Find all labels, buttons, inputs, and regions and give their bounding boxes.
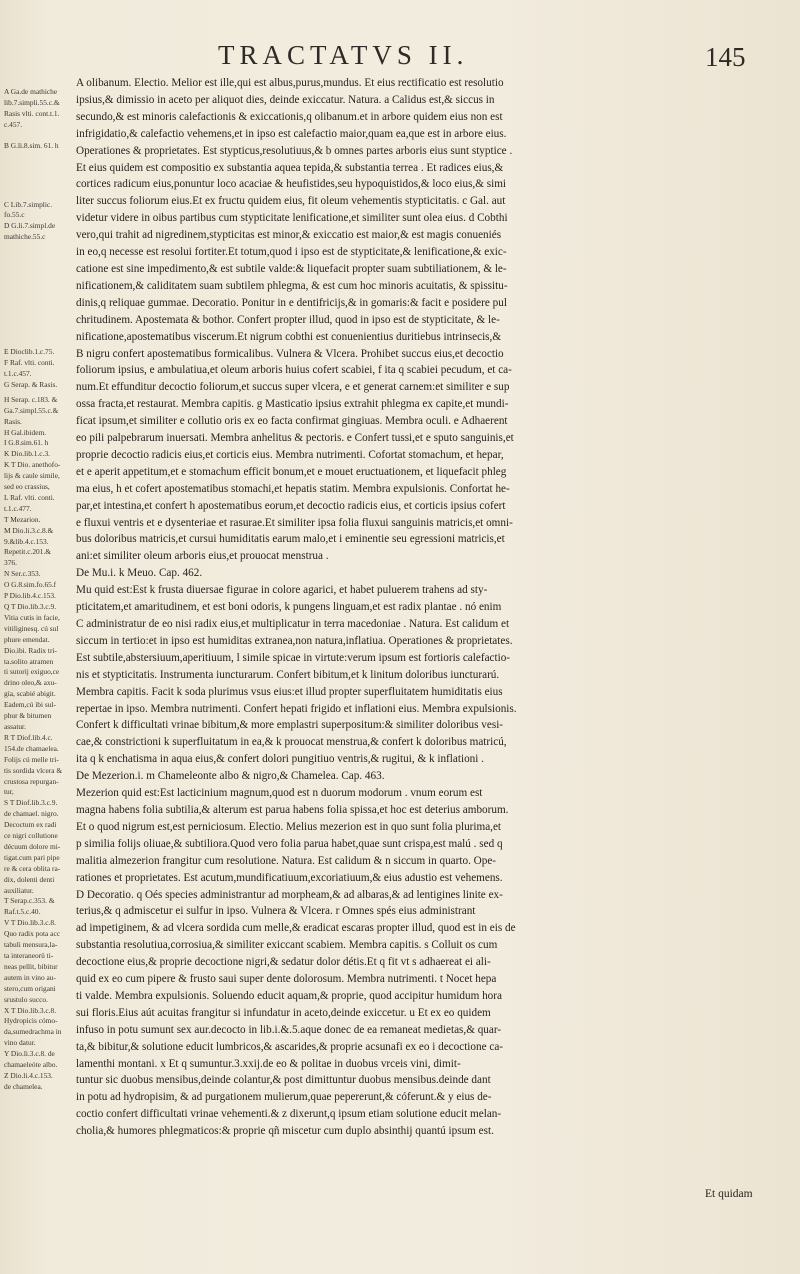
margin-note: B G.li.8.sim. 61. h <box>4 140 59 150</box>
margin-note: D G.li.7.simpl.de mathiche.55.c <box>4 221 56 242</box>
text-line: repertae in ipso. Membra nutrimenti. Confert hepati frigido et inflationi eius. Membra expulsionis. <box>76 702 517 715</box>
text-line: decoctione eius,& proprie decoctione nigri,& sedatur dolor détis.Et q fit vt s adhaereat ei ali- <box>76 956 491 969</box>
text-line: Et eius quidem est compositio ex substantia aquea tepida,& substantia terrea . Et radices eius,& <box>76 161 504 174</box>
text-line: chritudinem. Apostemata & bothor. Confert propter illud, quod in ipso est de stypticitate, & le- <box>76 313 500 326</box>
text-line: quid ex eo cum pipere & frusto saui super dente dolorosum. Membra nutrimenti. t Nocet hepa <box>76 973 497 986</box>
text-line: malitia almezerion frangitur cum resolutione. Natura. Est calidum & n siccum in quarto. Ope- <box>76 854 497 867</box>
text-line: magna habens folia subtilia,& alterum est parua habens folia spissa,et hoc est deterius amborum. <box>76 803 509 816</box>
text-line: bus doloribus matricis,et cursui humiditatis earum malo,et i eminentie seu egressioni matricis,et <box>76 533 505 546</box>
text-line: in eo,q necesse est resolui fortiter.Et totum,quod i ipso est de stypticitate,& lenificatione,& exic- <box>76 246 507 259</box>
catchword: Et quidam <box>705 1188 753 1200</box>
text-line: ti valde. Membra expulsionis. Soluendo educit aquam,& proprie, quod accipitur humidum hora <box>76 989 502 1002</box>
text-line: secundo,& est minoris calefactionis & exiccationis,q olibanum.et in arbore quidem eius non est <box>76 110 503 123</box>
text-line: ita q k enchatisma in aqua eius,& confert dolori pungitiuo ventris,& rugitui, & k inflationi . <box>76 753 484 766</box>
text-line: Membra capitis. Facit k soda plurimus vsus eius:et illud propter superfluitatem humiditatis eius <box>76 685 503 698</box>
text-line: p similia folijs oliuae,& subtiliora.Quod vero folia parua habet,quae sunt crispa,est malú . sed q <box>76 837 503 850</box>
text-line: Mu quid est:Est k frusta diuersae figurae in colore agarici, et habet puluerem trahens ad sty- <box>76 584 488 597</box>
text-line: cae,& constrictioni k superfluitatum in ea,& k prouocat menstrua,& confert k doloribus matricú, <box>76 736 507 749</box>
text-line: nificationem,& caliditatem suam subtilem phlegma, & est cum hoc minoris acuitatis, & spissitu- <box>76 279 508 292</box>
text-line: sui floris.Eius aút acuitas frangitur si infundatur in aceto,deinde exiccetur. u Et ex eo quidem <box>76 1006 491 1019</box>
text-line: D Decoratio. q Oés species administrantur ad morpheam,& ad albaras,& ad lentigines linite ex- <box>76 888 503 901</box>
text-line: Operationes & proprietates. Est stypticus,resolutiuus,& b omnes partes arboris eius sunt styptice . <box>76 144 513 157</box>
text-line: C administratur de eo nisi radix eius,et multiplicatur in terra macedoniae . Natura. Est calidum et <box>76 618 510 630</box>
text-line: rationes et proprietates. Est acutum,mundificatiuum,excoriatiuum,& eius adustio est vehemens. <box>76 871 503 884</box>
text-line: tuntur sic duobus mensibus,deinde colantur,& post dimittuntur duobus mensibus.deinde dant <box>76 1074 491 1087</box>
text-line: videtur videre in oibus partibus cum stypticitate lenificatione,et similiter sunt olea eius. d Cobthi <box>76 212 508 225</box>
text-line: lamenthi montani. x Et q sumuntur.3.xxij.de eo & politae in duobus vrceis vini, dimit- <box>76 1057 461 1070</box>
text-line: siccum in tertio:et in ipso est humiditas extranea,non natura,inflatiua. Operationes & proprietates. <box>76 634 513 647</box>
text-line: et e aperit appetitum,et e stomachum efficit bonum,et e mouet eructuationem, et liquefacit phleg <box>76 465 507 478</box>
margin-note: E Dioclib.1.c.75. F Raf. vlti. conti. t.1.c.457. G Serap. & Rasis. <box>4 347 58 389</box>
text-line: Est subtile,abstersiuum,aperitiuum, l simile spicae in virtute:verum ipsum est fortioris calefactio- <box>76 651 511 664</box>
text-line: ipsius,& dimissio in aceto per aliquot dies, deinde exiccatur. Natura. a Calidus est,& siccus in <box>76 93 495 106</box>
text-line: pticitatem,et amaritudinem, et est boni odoris, k pungens linguam,et est radix plantae . nó enim <box>76 601 502 614</box>
text-line: Confert k difficultati vrinae bibitum,& more emplastri superpositum:& similiter doloribus vesi- <box>76 719 504 732</box>
text-line: ossa fracta,et restaurat. Membra capitis. g Masticatio ipsius extrahit phlegma ex capite,et mundi- <box>76 398 509 411</box>
text-line: vero,qui trahit ad nigredinem,stypticitas est minor,& exiccatio est maior,& est magis conueniés <box>76 229 502 242</box>
text-line: num.Et effunditur decoctio foliorum,et succus super vlcera, e et generat carnem:et similiter e sup <box>76 381 510 394</box>
margin-note: A Ga.de mathiche lib.7.simpli.55.c.& Rasis vlti. cont.t.1. c.457. <box>4 87 60 129</box>
text-line: cholia,& humores phlegmaticos:& proprie qñ miscetur cum duplo absinthij quantú ipsum est. <box>76 1125 494 1138</box>
text-line: coctio confert difficultati vrinae vehementi.& z dixerunt,q ipsum etiam solutione educit melan- <box>76 1108 502 1121</box>
text-line: ta,& bibitur,& solutione educit lumbricos,& ascarides,& proprie acsunafi ex eo i decoctione ca- <box>76 1040 504 1053</box>
text-line: in potu ad hydropisim, & ad purgationem mulierum,quae pepererunt,& cóferunt.& y eius de- <box>76 1091 492 1104</box>
text-line: par,et intestina,et confert h apostematibus eorum,et decoctio radicis eius, et corticis ipsius cofert <box>76 499 506 512</box>
text-line: substantia resolutiua,corrosiua,& similiter exiccant scabiem. Membra capitis. s Colluit os cum <box>76 939 498 952</box>
text-line: B nigru confert apostematibus formicalibus. Vulnera & Vlcera. Prohibet succus eius,et decoctio <box>76 347 504 360</box>
running-title: TRACTATVS II. <box>218 40 469 70</box>
text-line: proprie decoctio radicis eius,et corticis eius. Membra nutrimenti. Cofortat stomachum, et hepar, <box>76 448 504 461</box>
text-line: A olibanum. Electio. Melior est ille,qui est albus,purus,mundus. Et eius rectificatio est resolutio <box>76 77 504 89</box>
page-number: 145 <box>705 42 746 72</box>
text-line: infrigidatio,& calefactio vehemens,et in ipso est calefactio maior,quam ea,que est in arbore eius. <box>76 127 507 140</box>
text-line: ficat ipsum,et similiter e collutio oris ex eo facta confirmat gingiuas. Membra oculi. e Adhaerent <box>76 415 508 428</box>
text-line: De Mezerion.i. m Chameleonte albo & nigro,& Chamelea. Cap. 463. <box>76 770 385 783</box>
text-line: ad impetiginem, & ad vlcera sordida cum melle,& eradicat escaras propter illud, quod est in eis de <box>76 922 516 935</box>
text-line: De Mu.i. k Meuo. Cap. 462. <box>76 567 203 580</box>
body-text <box>76 75 788 1140</box>
text-line: e fluxui ventris et e dysenteriae et rasurae.Et similiter ipsa folia fluxui sanguinis matricis,et omni- <box>76 516 513 529</box>
text-line: cortices radicum eius,ponuntur loco acaciae & heufistides,seu hypoquistidos,& loco eius,& simi <box>76 178 507 191</box>
text-line: ani:et similiter oleum arboris eius,et prouocat menstrua . <box>76 550 329 563</box>
text-line: liter succus foliorum eius.Et ex fructu quidem eius, fit oleum vehementis stypticitatis. c Gal. aut <box>76 195 506 208</box>
text-line: foliorum ipsius, e ambulatiua,et oleum arboris huius cofert scabiei, f ita q scabiei pecudum, et ca- <box>76 364 512 377</box>
text-line: infuso in potu sumunt sex aur.decocto in lib.i.&.5.aque donec de ea remaneat medietas,& quar- <box>76 1023 502 1036</box>
text-line: nificatione,apostematibus viscerum.Et nigrum cobthi est conuenientius duritiebus intrinsecis,& <box>76 330 502 343</box>
text-line: Et o quod nigrum est,est perniciosum. Electio. Melius mezerion est in quo sunt folia plurima,et <box>76 820 502 833</box>
margin-notes <box>4 87 72 1093</box>
text-line: eo pili palpebrarum inuersati. Membra anhelitus & pectoris. e Confert tussi,et e sputo sanguinis,et <box>76 432 514 445</box>
text-line: catione est sine impedimento,& est subtile valde:& liquefacit propter suam subtiliationem, & le- <box>76 262 507 275</box>
text-line: ma eius, h et cofert apostematibus stomachi,et hepatis statim. Membra expulsionis. Confortat he- <box>76 482 510 495</box>
margin-note: H Serap. c.183. & Ga.7.simpl.55.c.& Rasis. H Gal.ibidem. I G.8.sim.61. h K Dio.lib.1.c.3. K T Dio. anethofo- lijs & caule simile, sed eo crassius, L Raf. vlti. conti. t.1.c.477. T Mezarion. M Dio.li.3.c.8.& 9.&lib.4.c.153. Repetit.c.201.& 376. N Ser.c.353. O G.8.sim.fo.65.f P Dio.lib.4.c.153. Q T Dio.lib.3.c.9. Vitia cutis in facie, vitiliginesq. cú sul phure emendat. Dio.ibi. Radix tri- ta.solito atramen ti sutorij exiguo,ce drino oleo,& axu- gia, scabié abigit. Eadem,cú ibi sul- phur & bitumen assatur. R T Diof.lib.4.c. 154.de chamaelea. Folijs cú melle tri- tis sordida vlcera & crustosa repurgan- tur, S T Diof.lib.3.c.9. de chamael. nigro. Decoctum ex radi ce nigri collutione décuum dolore mi- tigat.cum pari pipe re & cera oblita ra- dix, dolenti denti auxiliatur. T Serap.c.353. & Raf.t.5.c.40. V T Dio.lib.3.c.8. Quo radix pota acc tabuli mensura,la- ta interaneorü ti- neas pellit, bibitur autem in vino au- stero,cum origani srustulo succo. X T Dio.lib.3.c.8. Hydropicis cómo- da,sumedrachma in vino datur. Y Dio.li.3.c.8. de chamaeleóte albo. Z Dio.li.4.c.153. de chamelea. <box>4 394 63 1091</box>
text-line: dinis,q reliquae gummae. Decoratio. Ponitur in e dentifricijs,& in gomaris:& facit e posidere pul <box>76 296 507 309</box>
text-line: terius,& q admiscetur ei sulfur in ipso. Vulnera & Vlcera. r Omnes spés eius administrant <box>76 905 476 918</box>
text-line: Mezerion quid est:Est lacticinium magnum,quod est n duorum modorum . vnum eorum est <box>76 787 483 800</box>
margin-note: C Lib.7.simplic. fo.55.c <box>4 199 53 220</box>
text-line: nis et stypticitatis. Instrumenta iuncturarum. Confert bibitum,et k linitum doloribus iuncturarú. <box>76 668 500 681</box>
